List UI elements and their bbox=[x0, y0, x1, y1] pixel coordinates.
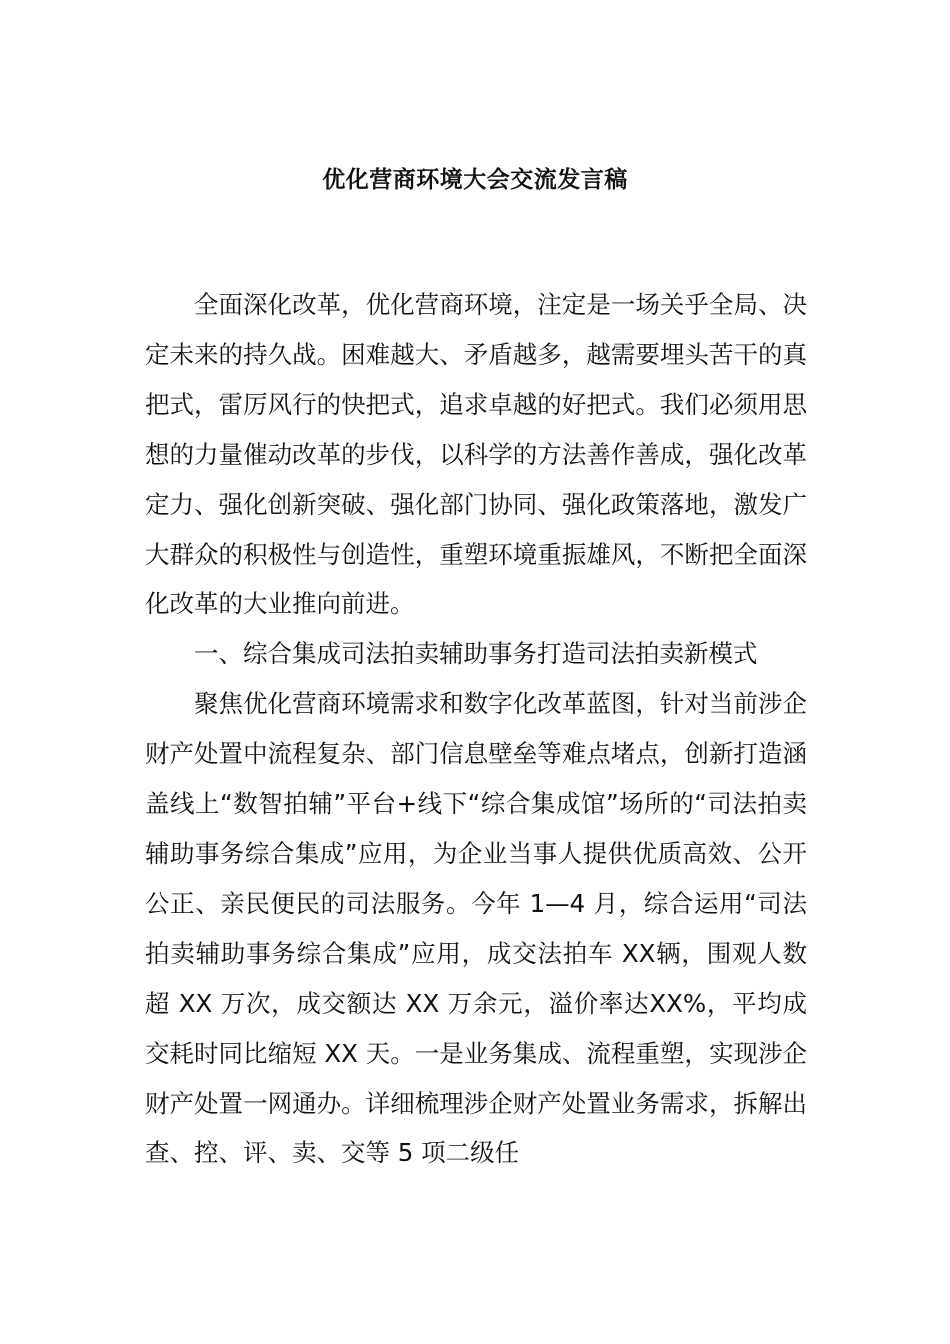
intro-paragraph: 全面深化改革，优化营商环境，注定是一场关乎全局、决定未来的持久战。困难越大、矛盾越多，越需要埋头苦干的真把式，雷厉风行的快把式，追求卓越的好把式。我们必须用思想的力量催动改革的步伐，以科学的方法善作善成，强化改革定力、强化创新突破、强化部门协同、强化政策落地，激发广大群众的积极性与创造性，重塑环境重振雄风，不断把全面深化改革的大业推向前进。 bbox=[145, 290, 807, 619]
section-heading: 一、综合集成司法拍卖辅助事务打造司法拍卖新模式 bbox=[194, 639, 758, 669]
document-body bbox=[145, 280, 807, 1178]
document-title: 优化营商环境大会交流发言稿 bbox=[322, 167, 628, 193]
section-paragraph: 聚焦优化营商环境需求和数字化改革蓝图，针对当前涉企财产处置中流程复杂、部门信息壁垒等难点堵点，创新打造涵盖线上“数智拍辅”平台+线下“综合集成馆”场所的“司法拍卖辅助事务综合集成”应用，为企业当事人提供优质高效、公开公正、亲民便民的司法服务。今年 1—4 月，综合运用“司法拍卖辅助事务综合集成”应用，成交法拍车 XX辆，围观人数超 XX 万次，成交额达 XX 万余元，溢价率达XX%，平均成交耗时同比缩短 XX 天。一是业务集成、流程重塑，实现涉企财产处置一网通办。详细梳理涉企财产处置业务需求，拆解出查、控、评、卖、交等 5 项二级任 bbox=[145, 689, 807, 1168]
